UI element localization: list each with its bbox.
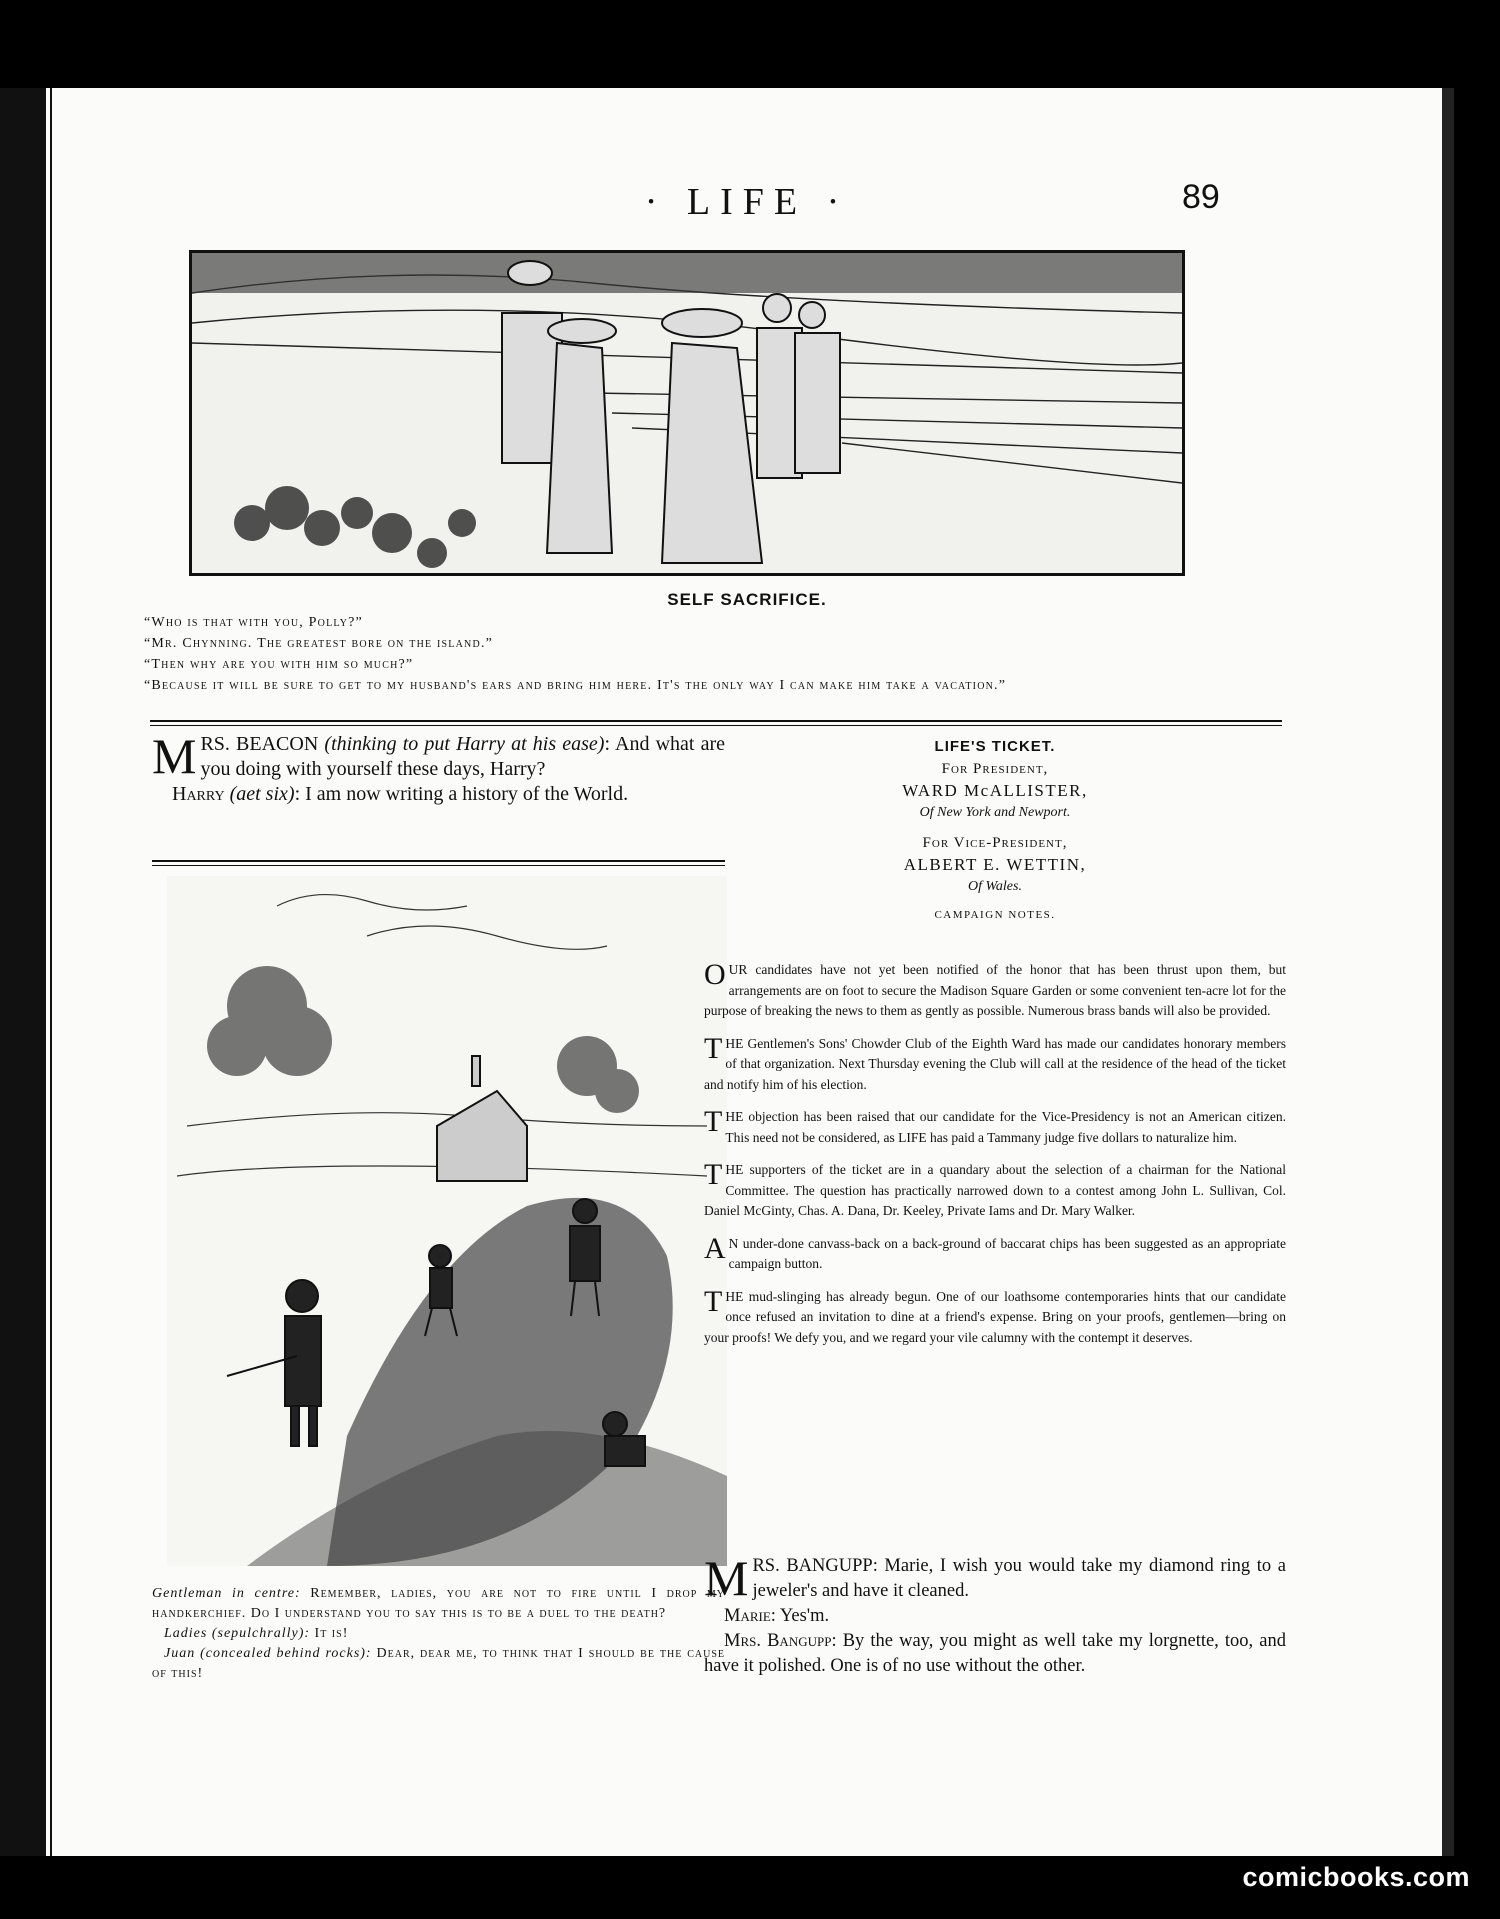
ticket-heading: LIFE'S TICKET. — [934, 738, 1056, 755]
drop-cap: T — [704, 1158, 723, 1191]
dialog-line: : And what are you doing with yourself these days, Harry? — [200, 733, 725, 780]
self-sacrifice-illustration — [189, 250, 1185, 576]
speaker-name: Juan (concealed behind rocks): — [164, 1646, 372, 1661]
note-text: HE objection has been raised that our candidate for the Vice-Presidency is not an American citizen. This need not be considered, as LIFE has paid a Tammany judge five dollars to naturalize him. — [725, 1109, 1286, 1145]
note-text: UR candidates have not yet been notified of the honor that has been thrust upon them, but arrangements are on foot to secure the Madison Square Garden or some convenient ten-acre lot for the purpose of breaking the news to them as gently as possible. Numerous brass bands will also be provided. — [704, 962, 1286, 1018]
speaker-name: Mrs. Bangupp — [724, 1631, 832, 1651]
drop-cap: T — [704, 1031, 723, 1065]
ticket-place: Of New York and Newport. — [919, 805, 1071, 820]
drop-cap: M — [152, 728, 197, 784]
page-edge — [1442, 88, 1454, 1856]
note-text: HE supporters of the ticket are in a quandary about the selection of a chairman for the National Committee. The question has practically narrowed down to a contest among John L. Sullivan, Col. Daniel McGinty, Chas. A. Dana, Dr. Keeley, Private Iams and Dr. Mary Walker. — [704, 1162, 1286, 1218]
caption-line: It is! — [314, 1626, 349, 1641]
ticket-place: Of Wales. — [968, 879, 1022, 894]
beacon-dialog — [152, 728, 725, 807]
column-divider — [152, 860, 725, 866]
caption-line: “Because it will be sure to get to my husband's ears and bring him here. It's the only way I can make him take a vacation.” — [144, 678, 1007, 693]
site-watermark: comicbooks.com — [1242, 1862, 1470, 1892]
campaign-note — [704, 960, 1286, 1022]
dialog-line: : Yes'm. — [770, 1606, 830, 1626]
drop-cap: T — [704, 1105, 723, 1138]
drop-cap: M — [704, 1550, 749, 1606]
campaign-note — [704, 1231, 1286, 1275]
bangupp-dialog — [704, 1550, 1287, 1679]
page-number: 89 — [1182, 178, 1220, 216]
cartoon-caption — [144, 612, 1284, 696]
speaker-name: Gentleman in centre: — [152, 1586, 301, 1601]
section-divider — [150, 720, 1282, 726]
drop-cap: A — [704, 1231, 726, 1265]
campaign-note — [704, 1107, 1286, 1148]
campaign-note — [704, 1031, 1286, 1096]
duel-illustration — [167, 876, 727, 1566]
stage-direction: (thinking to put Harry at his ease) — [324, 733, 605, 755]
speaker-name: RS. BEACON — [200, 733, 319, 755]
speaker-name: Marie — [724, 1606, 771, 1626]
cartoon-title: SELF SACRIFICE. — [667, 590, 827, 609]
speaker-name: Ladies (sepulchrally): — [164, 1626, 311, 1641]
caption-line: “Then why are you with him so much?” — [144, 657, 414, 672]
caption-line: “Who is that with you, Polly?” — [144, 615, 363, 630]
dialog-line: : Marie, I wish you would take my diamond ring to a jeweler's and have it cleaned. — [752, 1556, 1286, 1601]
note-text: HE mud-slinging has already begun. One of our loathsome contemporaries hints that our candidate once refused an invitation to dine at a friend's expense. Bring on your proofs, gentlemen—bring on your proofs! We defy you, and we regard your vile calumny with the contempt it deserves. — [704, 1288, 1286, 1345]
note-text: N under-done canvass-back on a back-ground of baccarat chips has been suggested as an appropriate campaign button. — [728, 1235, 1286, 1271]
drop-cap: T — [704, 1284, 723, 1318]
magazine-page — [52, 88, 1442, 1856]
masthead-title: · LIFE · — [644, 181, 850, 223]
ticket-candidate: WARD McALLISTER, — [902, 781, 1088, 800]
note-text: HE Gentlemen's Sons' Chowder Club of the Eighth Ward has made our candidates honorary members of that organization. Next Thursday evening the Club will call at the residence of the head of the ticket and notify him of his election. — [704, 1035, 1286, 1092]
dialog-line: : I am now writing a history of the World. — [294, 783, 629, 805]
ticket-role: For Vice-President, — [922, 835, 1068, 851]
page-spine — [0, 88, 52, 1856]
drop-cap: O — [704, 958, 726, 991]
duel-caption — [152, 1584, 725, 1684]
caption-line: “Mr. Chynning. The greatest bore on the island.” — [144, 636, 493, 651]
lifes-ticket — [704, 738, 1286, 921]
campaign-notes — [704, 960, 1286, 1360]
stage-direction: (aet six) — [229, 783, 295, 805]
caption-line: Dear, dear me, to think that I should be the cause of this! — [152, 1646, 726, 1681]
speaker-name: Harry — [172, 783, 225, 805]
campaign-notes-heading: CAMPAIGN NOTES. — [934, 909, 1056, 921]
ticket-role: For President, — [941, 761, 1049, 777]
ticket-candidate: ALBERT E. WETTIN, — [903, 855, 1087, 874]
dialog-line: : By the way, you might as well take my lorgnette, too, and have it polished. One is of no use without the other. — [704, 1631, 1287, 1676]
speaker-name: RS. BANGUPP — [752, 1556, 873, 1576]
campaign-note — [704, 1160, 1286, 1222]
campaign-note — [704, 1284, 1286, 1349]
caption-line: Remember, ladies, you are not to fire until I drop my handkerchief. Do I understand you to say this is to be a duel to the death? — [152, 1586, 725, 1621]
